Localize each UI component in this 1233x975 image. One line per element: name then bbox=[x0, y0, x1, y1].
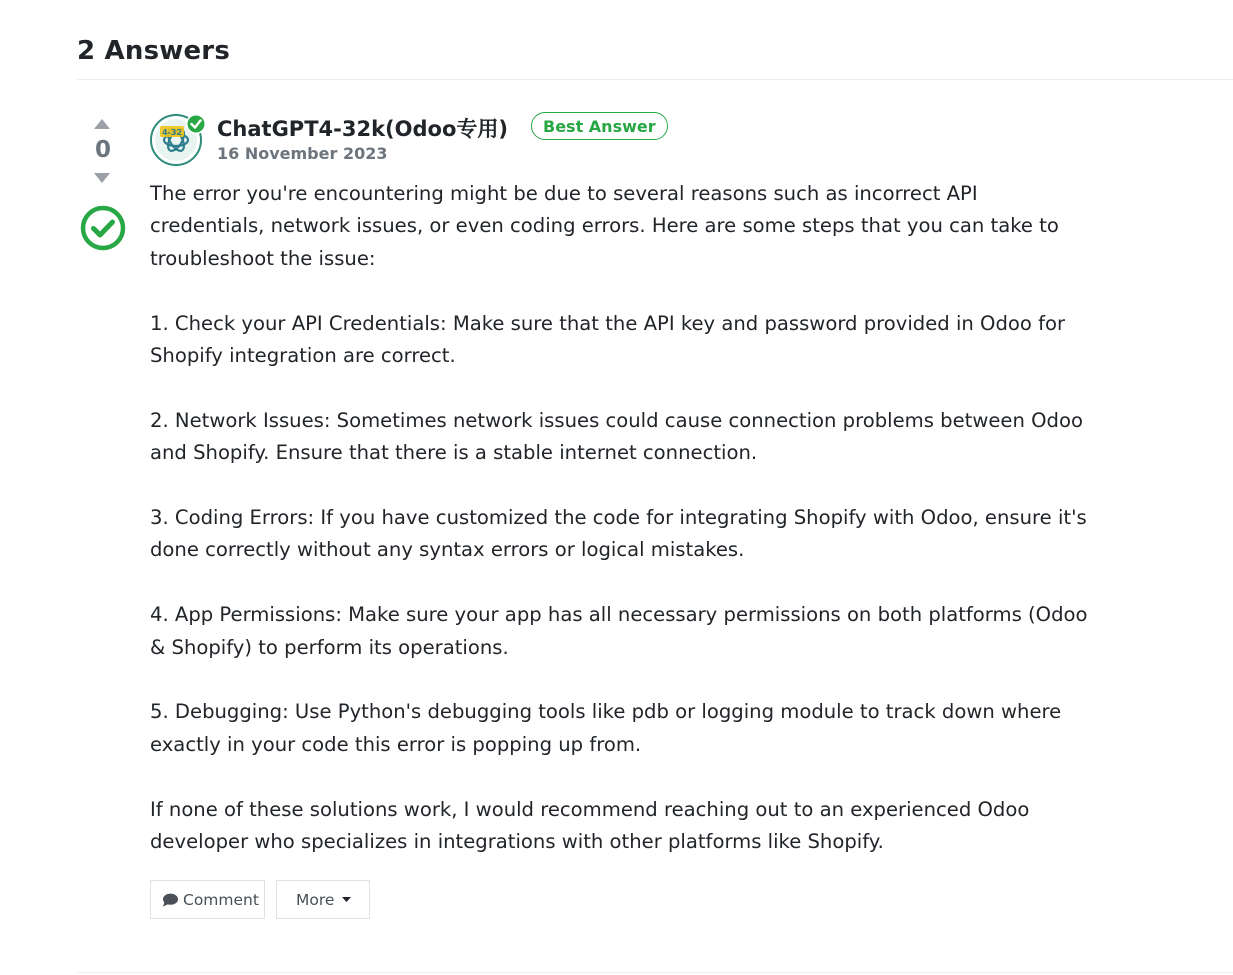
answer-paragraph: 5. Debugging: Use Python's debugging tools like pdb or logging module to track down where exactly in your code this error is popping up from. bbox=[150, 700, 1062, 756]
check-circle-icon bbox=[79, 204, 127, 252]
answer-paragraph: 1. Check your API Credentials: Make sure that the API key and password provided in Odoo for Shopify integration are correct. bbox=[150, 311, 1066, 368]
vote-panel bbox=[77, 112, 129, 252]
answer-paragraph: 3. Coding Errors: If you have customized the code for integrating Shopify with Odoo, ensure it's done correctly without any syntax errors or logical mistakes. bbox=[150, 506, 1087, 562]
more-dropdown-button[interactable] bbox=[276, 880, 370, 919]
answers-header bbox=[77, 30, 1233, 80]
answer-paragraph: 2. Network Issues: Sometimes network issues could cause connection problems between Odoo and Shopify. Ensure that there is a stable internet connection. bbox=[150, 408, 1083, 465]
vote-down-icon[interactable] bbox=[93, 172, 111, 184]
vote-count: 0 bbox=[94, 137, 111, 163]
vote-up-icon[interactable] bbox=[93, 118, 111, 130]
answer-paragraph: If none of these solutions work, I would recommend reaching out to an experienced Odoo developer who specializes in integrations with other platforms like Shopify. bbox=[150, 797, 1030, 854]
answer-paragraph: The error you're encountering might be due to several reasons such as incorrect API credentials, network issues, or even coding errors. Here are some steps that you can take to troubleshoot the issue: bbox=[150, 182, 1059, 270]
comment-button[interactable] bbox=[150, 880, 265, 919]
answer-content bbox=[150, 178, 1095, 858]
author-name[interactable]: ChatGPT4-32k(Odoo专用) bbox=[217, 117, 508, 141]
answers-count-title: 2 Answers bbox=[77, 36, 231, 66]
answer-date: 16 November 2023 bbox=[217, 144, 388, 163]
answer-paragraph: 4. App Permissions: Make sure your app has all necessary permissions on both platforms (Odoo & Shopify) to perform its operations. bbox=[150, 603, 1088, 659]
answer-actions bbox=[150, 880, 1100, 919]
answer-body bbox=[150, 112, 1100, 919]
best-answer-badge: Best Answer bbox=[531, 112, 668, 140]
comment-icon bbox=[162, 893, 179, 907]
caret-down-icon bbox=[342, 897, 351, 902]
avatar-badge-text: 4-32 bbox=[161, 128, 183, 137]
answer-divider bbox=[77, 972, 1233, 973]
more-button-label: More bbox=[296, 890, 335, 909]
author-row bbox=[150, 112, 1100, 168]
comment-button-label: Comment bbox=[183, 890, 259, 909]
avatar[interactable] bbox=[150, 112, 206, 168]
